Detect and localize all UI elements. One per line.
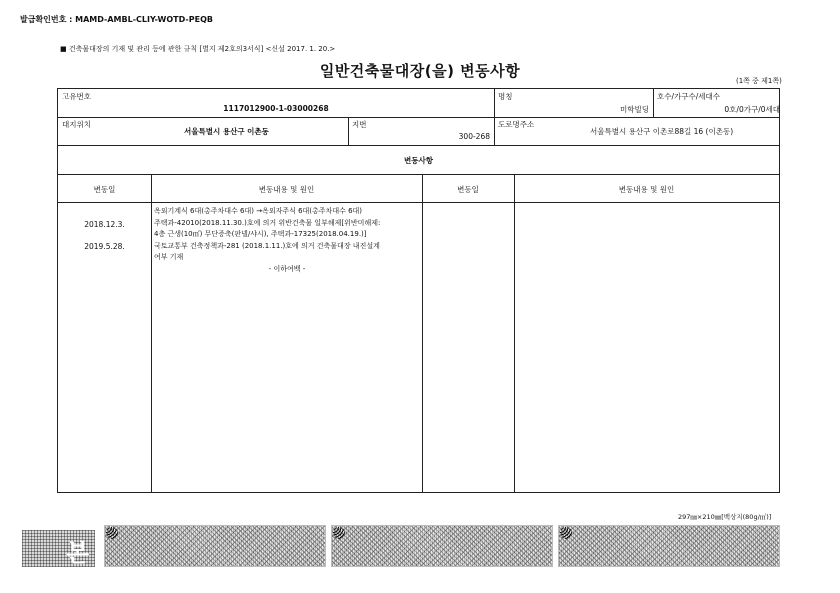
security-barcode [104,525,326,567]
col-header-content-2: 변동내용 및 원인 [618,185,675,194]
original-stamp [22,530,95,567]
location-value: 서울특별시 용산구 이촌동 [184,127,269,136]
unique-no-value: 1117012900-1-03000268 [223,104,329,113]
register-table [57,88,780,493]
regulation-reference: ■ 건축물대장의 기재 및 관리 등에 관한 규칙 [별지 제2호의3서식] <신설 2017. 1. 20.> [60,45,336,53]
row-divider [58,174,779,175]
end-mark: - 이하여백 - [268,264,306,273]
change-line: 옥외기계식 6대(총주차대수 6대) →옥외자주식 6대(총주차대수 6대) [154,207,363,215]
unique-no-label: 고유번호 [62,92,91,101]
row-divider [58,202,779,203]
change-content-list [154,206,420,275]
barcode-corner-mark [106,527,118,539]
location-label: 대지위치 [62,120,91,129]
row-divider [58,117,779,118]
lot-label: 지번 [352,120,367,129]
units-value: 0호/0가구/0세대 [724,105,780,114]
column-divider [422,174,423,493]
col-header-date-2: 변동일 [457,185,479,194]
road-address-label: 도로명주소 [498,120,535,129]
name-value: 미학빌딩 [620,105,649,114]
paper-size-note: 297㎜×210㎜[백상지(80g/㎡)] [678,513,772,521]
col-header-date: 변동일 [93,185,116,194]
security-barcode [558,525,780,567]
changes-section-title: 변동사항 [404,156,433,165]
barcode-corner-mark [560,527,572,539]
road-address-value: 서울특별시 용산구 이촌로88길 16 (이촌동) [590,127,734,136]
change-line: 4층 근생(10㎡) 무단증축(판넬/샤시), 주택과-17325(2018.04.19.)] [154,230,367,238]
column-divider [348,117,349,145]
security-barcode [331,525,553,567]
change-date: 2018.12.3. [84,220,125,229]
page-info: (1쪽 중 제1쪽) [736,77,782,85]
name-label: 명칭 [498,92,513,101]
barcode-corner-mark [333,527,345,539]
stamp-character: 본 [65,539,89,567]
col-header-content: 변동내용 및 원인 [258,185,315,194]
column-divider [151,174,152,493]
column-divider [514,174,515,493]
change-line: 국토교통부 건축정책과-281 (2018.1.11.)호에 의거 건축물대장 내진설계 [154,241,380,250]
column-divider [653,89,654,117]
row-divider [58,145,779,146]
change-line: 주택과-42010(2018.11.30.)호에 의거 위반건축물 일부해제[위반미해제: [154,218,381,227]
document-title: 일반건축물대장(을) 변동사항 [319,62,521,80]
column-divider [494,89,495,145]
issue-confirmation-number: 발급확인번호 : MAMD-AMBL-CLIY-WOTD-PEQB [20,15,213,24]
change-line: 여부 기재 [154,253,184,261]
change-date: 2019.5.28. [84,242,125,251]
lot-value: 300-268 [458,132,490,141]
units-label: 호수/가구수/세대수 [657,92,721,101]
